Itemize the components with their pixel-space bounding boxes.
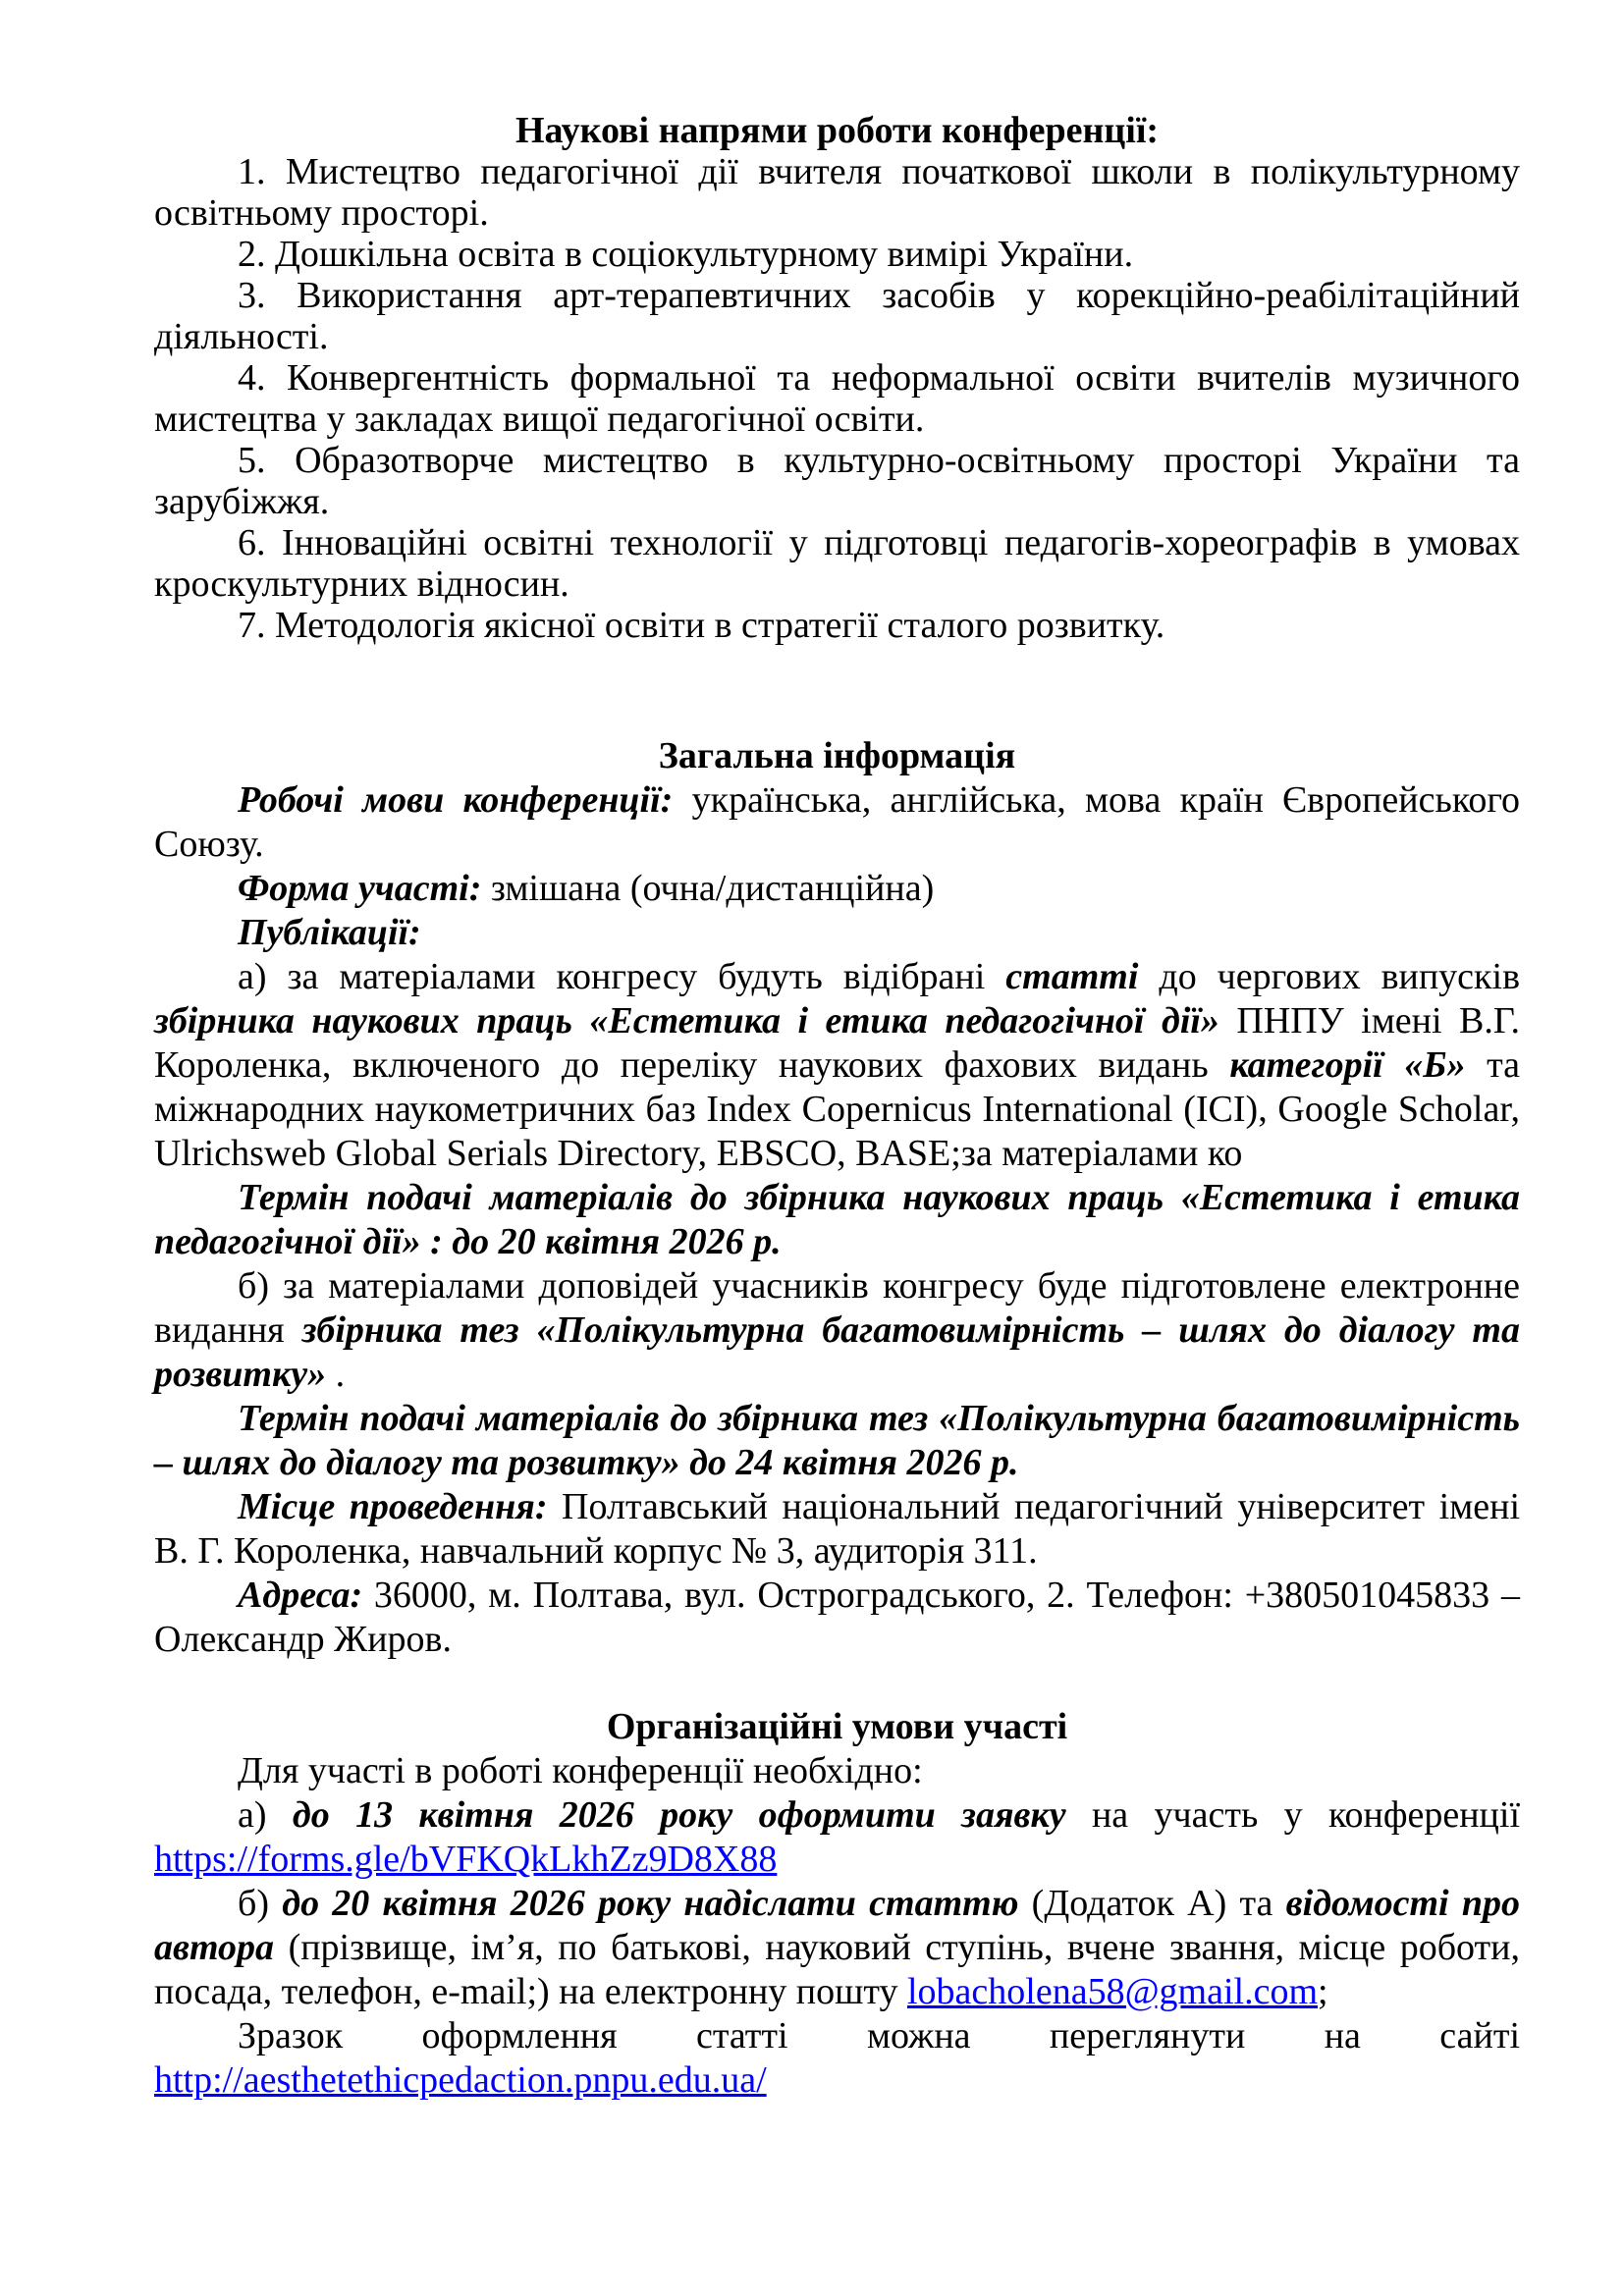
emphasis-run: статті xyxy=(1005,956,1139,997)
conference-topics-heading: Наукові напрями роботи конференції: xyxy=(514,110,1160,151)
text-run: 7. Методологія якісної освіти в стратегії сталого розвитку. xyxy=(238,605,1165,646)
text-run: . xyxy=(326,1354,346,1395)
text-run: та міжнародних наукометричних баз Index Copernicus International (ICI), Google Scholar, Ulrichsweb Global Serials Directory, EBSCO, BASE;за матеріалами ко xyxy=(154,1044,1521,1174)
participation-terms-heading: Організаційні умови участі xyxy=(606,1706,1068,1747)
text-run: до чергових випусків xyxy=(1138,956,1521,997)
text-run: 2. Дошкільна освіта в соціокультурному вимірі України. xyxy=(238,234,1134,275)
text-run: ; xyxy=(1318,1971,1328,2012)
text-run: 36000, м. Полтава, вул. Остроградського, 2. Телефон: +380501045833 – Олександр Жиров. xyxy=(154,1575,1520,1660)
emphasis-run: Термін подачі матеріалів до збірника наукових праць «Естетика і етика педагогічної дії» : до 20 квітня 2026 р. xyxy=(154,1177,1520,1262)
deadline-theses xyxy=(154,1397,1520,1485)
venue-label: Місце проведення: xyxy=(238,1486,548,1527)
text-run: українська, англійська, мова країн Європейського Союзу. xyxy=(154,779,1520,865)
text-run: 5. Образотворче мистецтво в культурно-освітньому просторі України та зарубіжжя. xyxy=(154,440,1520,522)
publications-heading-label: Публікації: xyxy=(238,912,421,953)
topic-item-1 xyxy=(154,151,1520,234)
text-run: (Додаток А) та xyxy=(1018,1883,1286,1924)
deadline-collection xyxy=(154,1176,1520,1264)
text-run: 4. Конвергентність формальної та неформальної освіти вчителів музичного мистецтва у закладах вищої педагогічної освіти. xyxy=(154,357,1520,440)
venue xyxy=(154,1485,1520,1574)
emphasis-run: до 20 квітня 2026 року надіслати статтю xyxy=(282,1883,1019,1924)
text-run: 6. Інноваційні освітні технології у підготовці педагогів-хореографів в умовах кроскультурних відносин. xyxy=(154,522,1520,605)
participation-format-label: Форма участі: xyxy=(238,868,482,909)
publication-a xyxy=(154,955,1520,1176)
text-run: Для участі в роботі конференції необхідно: xyxy=(238,1750,923,1791)
text-run: а) за матеріалами конгресу будуть відібрані xyxy=(238,956,1006,997)
text-run: (прізвище, ім’я, по батькові, науковий ступінь, вчене звання, місце роботи, посада, телефон, e-mail;) на електронну пошту xyxy=(154,1927,1520,2012)
topic-item-2 xyxy=(154,234,1520,275)
text-run: б) xyxy=(238,1883,283,1924)
topic-item-4 xyxy=(154,357,1520,440)
document xyxy=(154,110,1520,2103)
emphasis-run: збірника тез «Полікультурна багатовимірність – шлях до діалогу та розвитку» xyxy=(154,1309,1520,1395)
text-run: ПНПУ імені В.Г. Короленка, включеного до переліку наукових фахових видань xyxy=(154,1000,1521,1086)
text-run: Полтавський національний педагогічний університет імені В. Г. Короленка, навчальний корпус № 3, аудиторія 311. xyxy=(154,1486,1520,1572)
emphasis-run: збірника наукових праць «Естетика і етика педагогічної дії» xyxy=(154,1000,1219,1041)
topic-item-7 xyxy=(154,605,1520,646)
emphasis-run: категорії «Б» xyxy=(1229,1044,1466,1086)
address-label: Адреса: xyxy=(238,1575,363,1616)
topic-item-5 xyxy=(154,440,1520,522)
topic-item-3 xyxy=(154,275,1520,357)
registration-form-link[interactable]: https://forms.gle/bVFKQkLkhZz9D8X88 xyxy=(154,1839,778,1880)
text-run: а) xyxy=(238,1794,293,1836)
text-run: 1. Мистецтво педагогічної дії вчителя початкової школи в полікультурному освітньому просторі. xyxy=(154,151,1520,234)
participation-format xyxy=(154,867,1520,911)
working-languages xyxy=(154,778,1520,867)
article-template-note xyxy=(154,2014,1520,2103)
conference-topics xyxy=(154,110,1520,646)
text-run: 3. Використання арт-терапевтичних засобів у корекційно-реабілітаційний діяльності. xyxy=(154,275,1520,357)
text-run: змішана (очна/дистанційна) xyxy=(481,868,935,909)
publications-label xyxy=(154,911,1520,955)
publication-b xyxy=(154,1264,1520,1397)
participation-intro xyxy=(154,1749,1520,1793)
text-run: б) за матеріалами доповідей учасників конгресу буде підготовлене електронне видання xyxy=(154,1265,1520,1351)
address xyxy=(154,1574,1520,1662)
text-run: на участь у конференції xyxy=(1065,1794,1520,1836)
working-languages-label: Робочі мови конференції: xyxy=(238,779,674,821)
participation-terms xyxy=(154,1705,1520,2103)
step-a-registration xyxy=(154,1793,1520,1882)
text-run: Зразок оформлення статті можна переглянути на сайті xyxy=(238,2015,1520,2056)
general-information-heading: Загальна інформація xyxy=(658,735,1016,776)
emphasis-run: до 13 квітня 2026 року оформити заявку xyxy=(292,1794,1066,1836)
step-b-submission xyxy=(154,1882,1520,2014)
email-link[interactable]: lobacholena58@gmail.com xyxy=(906,1971,1319,2012)
emphasis-run: відомості про автора xyxy=(154,1883,1520,1968)
emphasis-run: Термін подачі матеріалів до збірника тез «Полікультурна багатовимірність – шлях до діалогу та розвитку» до 24 квітня 2026 р. xyxy=(154,1398,1520,1483)
general-information xyxy=(154,734,1520,1662)
topic-item-6 xyxy=(154,522,1520,605)
site-link[interactable]: http://aesthetethicpedaction.pnpu.edu.ua/ xyxy=(154,2059,767,2101)
